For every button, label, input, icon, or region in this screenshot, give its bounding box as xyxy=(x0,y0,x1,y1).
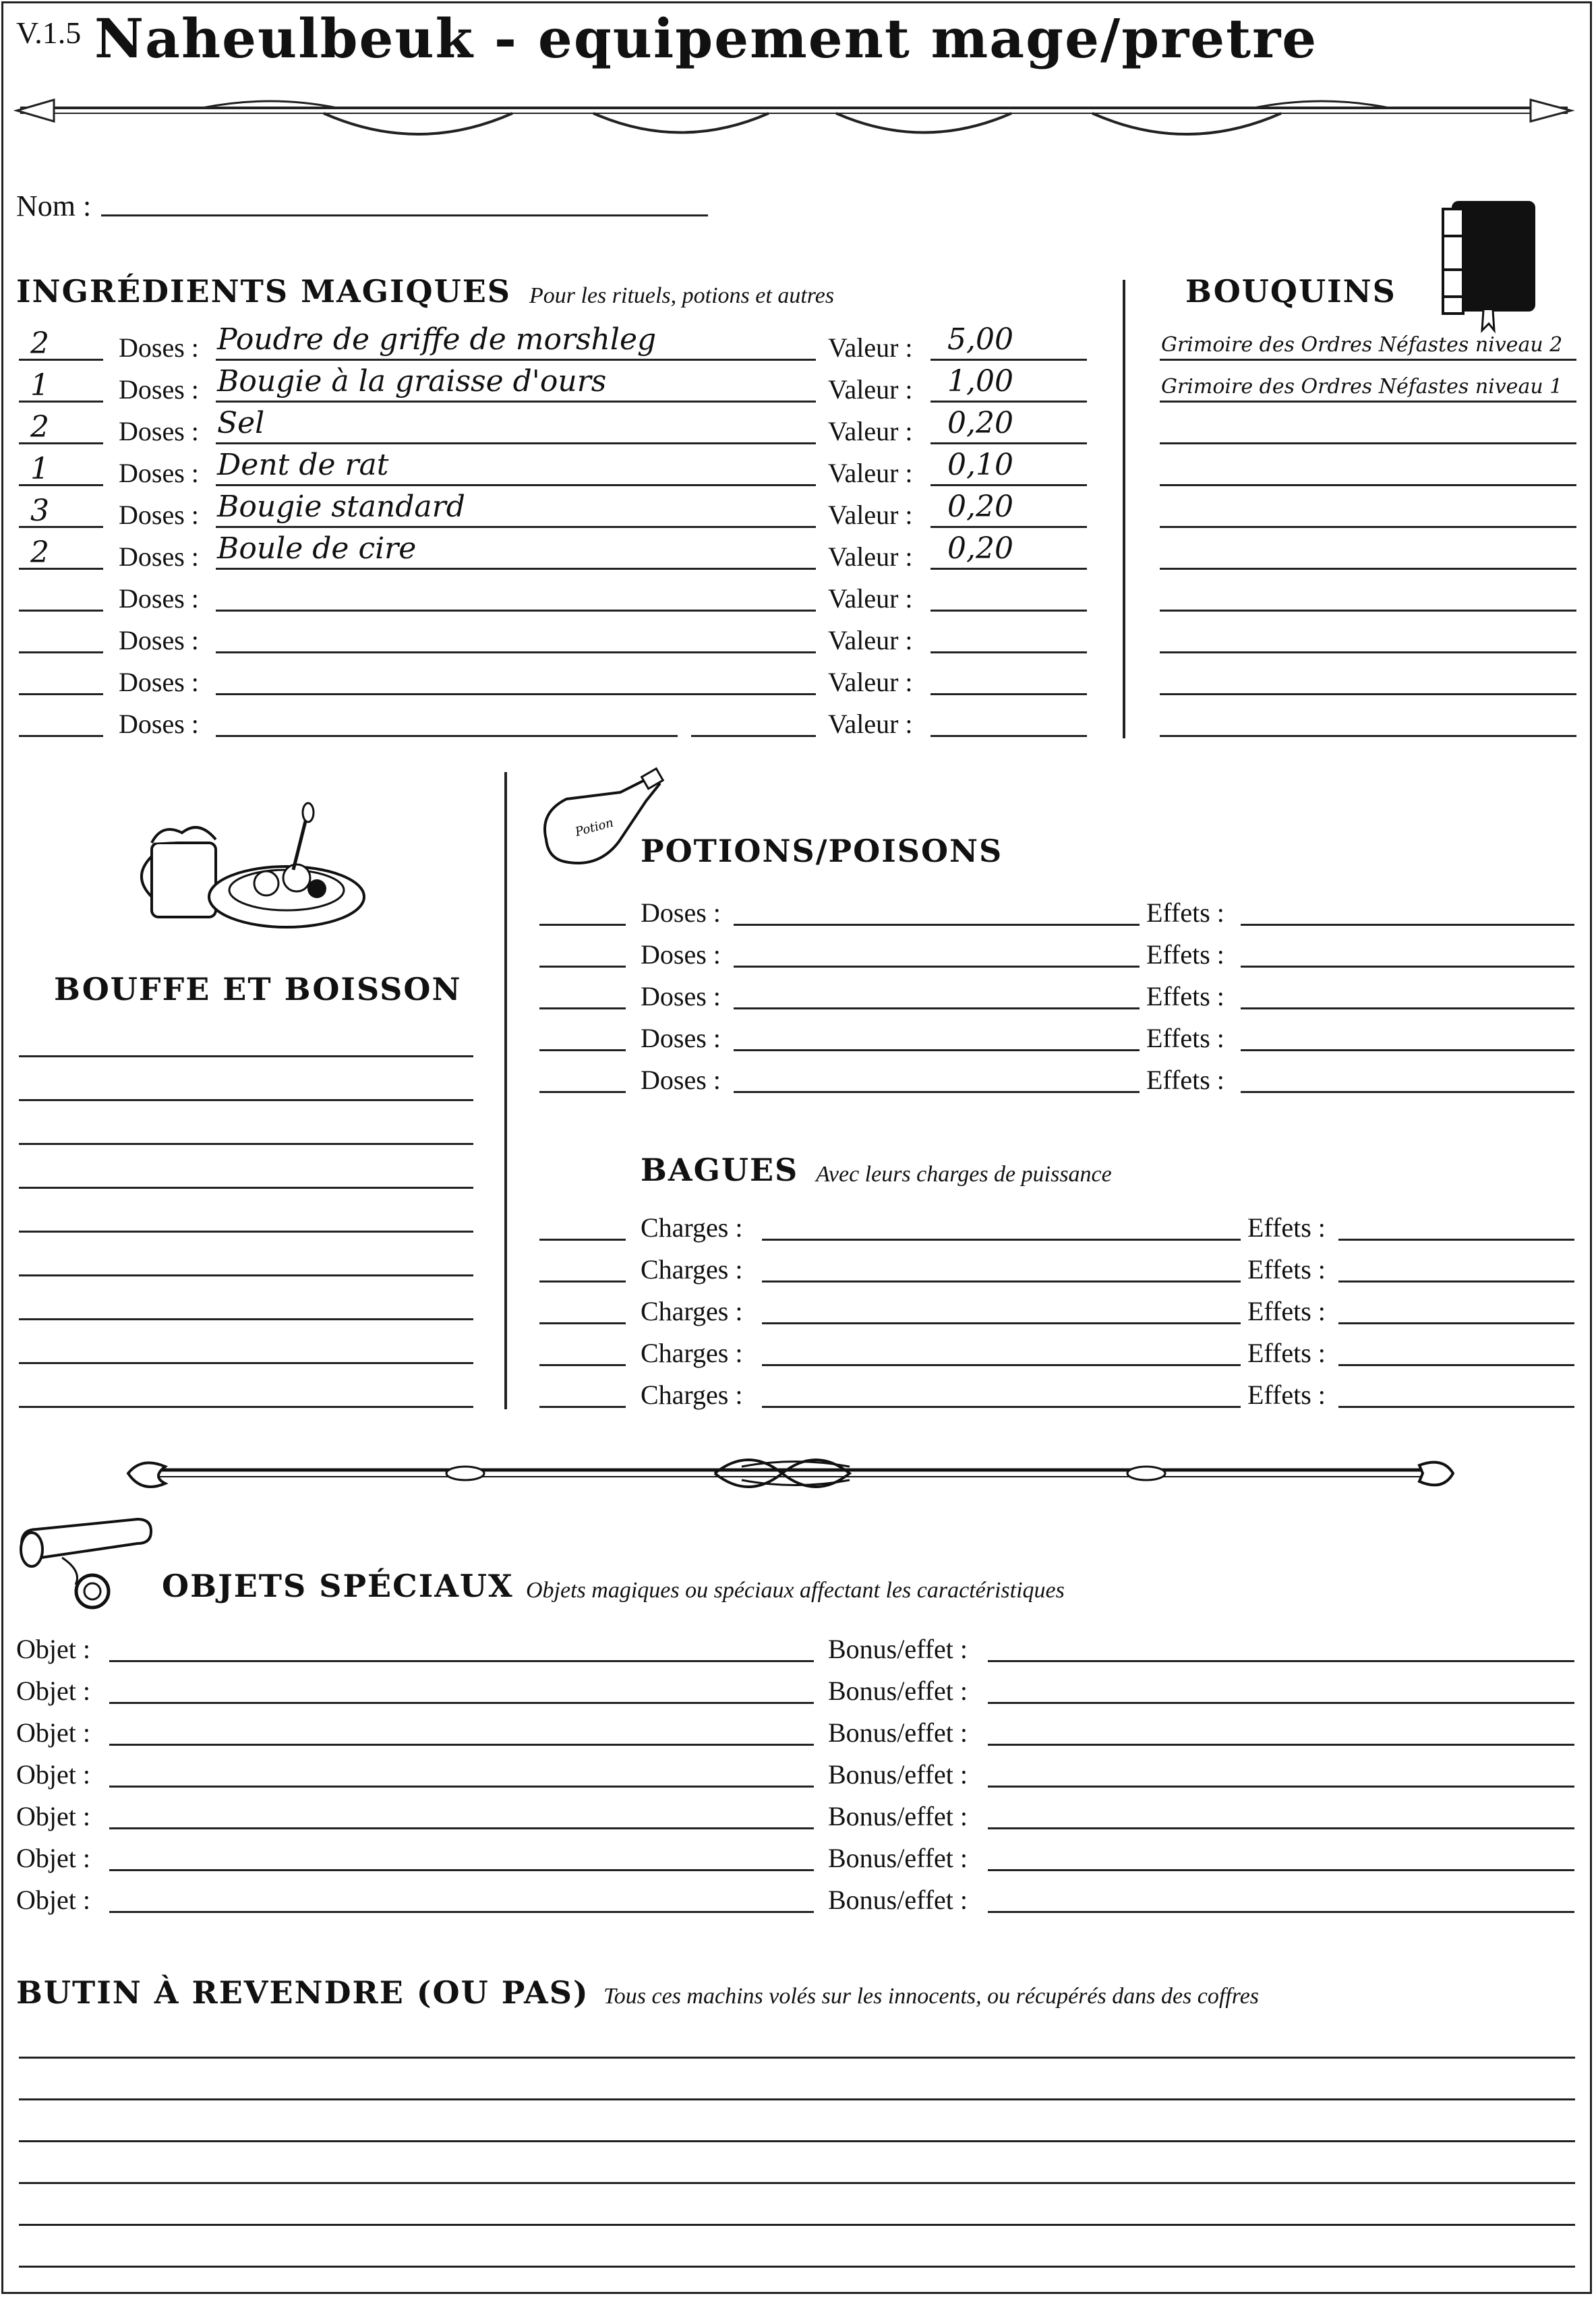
potion-effects-field[interactable] xyxy=(1241,1007,1574,1009)
object-field[interactable] xyxy=(109,1660,814,1662)
ingredient-name-value: Bougie standard xyxy=(217,490,465,524)
ingredient-name-field[interactable] xyxy=(216,484,816,486)
dose-count-field[interactable] xyxy=(19,693,103,695)
ingredient-name-field[interactable] xyxy=(216,442,816,444)
ingredient-value-field[interactable] xyxy=(930,735,1087,737)
ingredients-title: INGRÉDIENTS MAGIQUES xyxy=(16,273,511,310)
ring-count-field[interactable] xyxy=(539,1322,626,1324)
ring-effects-label: Effets : xyxy=(1247,1212,1326,1243)
potion-effects-label: Effets : xyxy=(1146,1023,1224,1053)
bonus-field[interactable] xyxy=(988,1911,1574,1913)
value-label: Valeur : xyxy=(828,500,913,530)
potion-doses-label: Doses : xyxy=(641,897,721,928)
doses-label: Doses : xyxy=(119,374,199,405)
doses-label: Doses : xyxy=(119,541,199,572)
ring-effects-label: Effets : xyxy=(1247,1296,1326,1326)
doses-label: Doses : xyxy=(119,458,199,488)
value-label: Valeur : xyxy=(828,541,913,572)
book-field[interactable] xyxy=(1160,735,1576,737)
ring-effects-label: Effets : xyxy=(1247,1380,1326,1410)
ring-effects-label: Effets : xyxy=(1247,1338,1326,1368)
object-label: Objet : xyxy=(16,1676,90,1706)
objets-subtitle: Objets magiques ou spéciaux affectant les caractéristiques xyxy=(526,1578,1065,1603)
svg-text:Potion: Potion xyxy=(573,815,615,839)
name-field[interactable] xyxy=(101,214,708,216)
bonus-label: Bonus/effet : xyxy=(828,1843,968,1873)
food-field[interactable] xyxy=(19,1274,473,1276)
bonus-label: Bonus/effet : xyxy=(828,1676,968,1706)
butin-title: BUTIN À REVENDRE (OU PAS) xyxy=(16,1974,589,2011)
ingredient-name-value: Dent de rat xyxy=(217,448,389,482)
doses-label: Doses : xyxy=(119,667,199,697)
object-field[interactable] xyxy=(109,1911,814,1913)
bonus-label: Bonus/effet : xyxy=(828,1717,968,1748)
ingredient-value-field[interactable] xyxy=(930,442,1087,444)
potion-doses-label: Doses : xyxy=(641,939,721,970)
object-field[interactable] xyxy=(109,1702,814,1704)
ingredient-name-field[interactable] xyxy=(216,651,816,653)
bonus-field[interactable] xyxy=(988,1869,1574,1871)
ingredient-value-field[interactable] xyxy=(930,610,1087,612)
ingredient-value-field[interactable] xyxy=(930,568,1087,570)
food-field[interactable] xyxy=(19,1318,473,1320)
butin-subtitle: Tous ces machins volés sur les innocents, ou récupérés dans des coffres xyxy=(603,1984,1260,2009)
ring-count-field[interactable] xyxy=(539,1406,626,1408)
dose-count-value: 1 xyxy=(30,452,49,486)
bonus-field[interactable] xyxy=(988,1660,1574,1662)
value-label: Valeur : xyxy=(828,374,913,405)
potion-count-field[interactable] xyxy=(539,1007,626,1009)
loot-field[interactable] xyxy=(19,2224,1575,2226)
potion-doses-label: Doses : xyxy=(641,1065,721,1095)
food-field[interactable] xyxy=(19,1362,473,1364)
page-title: Naheulbeuk - equipement mage/pretre xyxy=(94,7,1318,70)
potion-count-field[interactable] xyxy=(539,924,626,926)
potion-name-field[interactable] xyxy=(734,1049,1140,1051)
loot-field[interactable] xyxy=(19,2057,1575,2059)
object-label: Objet : xyxy=(16,1717,90,1748)
loot-field[interactable] xyxy=(19,2182,1575,2184)
potion-count-field[interactable] xyxy=(539,966,626,968)
doses-label: Doses : xyxy=(119,416,199,446)
ingredient-name-value: Poudre de griffe de morshleg xyxy=(217,322,657,357)
potion-doses-label: Doses : xyxy=(641,1023,721,1053)
potions-title: POTIONS/POISONS xyxy=(641,833,1003,869)
ingredient-value: 0,20 xyxy=(947,531,1013,566)
doses-label: Doses : xyxy=(119,625,199,655)
ingredient-name-field-extra[interactable] xyxy=(691,735,816,737)
value-label: Valeur : xyxy=(828,458,913,488)
potion-effects-label: Effets : xyxy=(1146,981,1224,1011)
potion-effects-field[interactable] xyxy=(1241,966,1574,968)
object-label: Objet : xyxy=(16,1885,90,1915)
doses-label: Doses : xyxy=(119,332,199,363)
ingredient-value-field[interactable] xyxy=(930,401,1087,403)
ingredient-value-field[interactable] xyxy=(930,484,1087,486)
ingredient-value: 1,00 xyxy=(947,364,1013,399)
ingredient-name-field[interactable] xyxy=(216,359,816,361)
ring-charges-label: Charges : xyxy=(641,1338,743,1368)
food-field[interactable] xyxy=(19,1055,473,1057)
ring-charges-label: Charges : xyxy=(641,1296,743,1326)
doses-label: Doses : xyxy=(119,500,199,530)
ring-name-field[interactable] xyxy=(762,1406,1241,1408)
book-field[interactable] xyxy=(1160,693,1576,695)
potion-effects-label: Effets : xyxy=(1146,1065,1224,1095)
bonus-field[interactable] xyxy=(988,1744,1574,1746)
object-label: Objet : xyxy=(16,1843,90,1873)
book-field[interactable] xyxy=(1160,359,1576,361)
value-label: Valeur : xyxy=(828,709,913,739)
ring-count-field[interactable] xyxy=(539,1364,626,1366)
bouquins-title: BOUQUINS xyxy=(1185,273,1396,310)
food-field[interactable] xyxy=(19,1143,473,1145)
loot-field[interactable] xyxy=(19,2098,1575,2100)
potion-effects-label: Effets : xyxy=(1146,897,1224,928)
name-label: Nom : xyxy=(16,189,92,223)
dose-count-value: 3 xyxy=(30,494,49,528)
ingredient-name-field[interactable] xyxy=(216,610,816,612)
ring-charges-label: Charges : xyxy=(641,1212,743,1243)
ingredient-value-field[interactable] xyxy=(930,526,1087,528)
potion-count-field[interactable] xyxy=(539,1049,626,1051)
dose-count-field[interactable] xyxy=(19,651,103,653)
object-label: Objet : xyxy=(16,1801,90,1831)
potion-effects-label: Effets : xyxy=(1146,939,1224,970)
food-field[interactable] xyxy=(19,1187,473,1189)
doses-label: Doses : xyxy=(119,583,199,614)
book-icon xyxy=(1429,196,1551,324)
column-divider xyxy=(1123,280,1125,738)
ring-count-field[interactable] xyxy=(539,1280,626,1283)
ring-name-field[interactable] xyxy=(762,1239,1241,1241)
object-label: Objet : xyxy=(16,1759,90,1790)
ingredient-name-field[interactable] xyxy=(216,693,816,695)
object-field[interactable] xyxy=(109,1744,814,1746)
book-title: Grimoire des Ordres Néfastes niveau 1 xyxy=(1161,375,1563,399)
ring-charges-label: Charges : xyxy=(641,1380,743,1410)
ingredient-name-field[interactable] xyxy=(216,401,816,403)
ingredient-value-field[interactable] xyxy=(930,693,1087,695)
potion-name-field[interactable] xyxy=(734,1091,1140,1093)
bagues-subtitle: Avec leurs charges de puissance xyxy=(816,1162,1112,1187)
objets-title: OBJETS SPÉCIAUX xyxy=(162,1568,514,1604)
staff-divider-icon xyxy=(0,1436,1596,1510)
value-label: Valeur : xyxy=(828,583,913,614)
bonus-label: Bonus/effet : xyxy=(828,1634,968,1664)
potion-name-field[interactable] xyxy=(734,1007,1140,1009)
ring-effects-field[interactable] xyxy=(1338,1406,1574,1408)
ingredients-subtitle: Pour les rituels, potions et autres xyxy=(529,283,835,308)
book-field[interactable] xyxy=(1160,526,1576,528)
ingredient-name-field[interactable] xyxy=(216,526,816,528)
potion-count-field[interactable] xyxy=(539,1091,626,1093)
potion-doses-label: Doses : xyxy=(641,981,721,1011)
ornate-spear-divider-icon xyxy=(0,0,1596,155)
book-field[interactable] xyxy=(1160,610,1576,612)
book-title: Grimoire des Ordres Néfastes niveau 2 xyxy=(1161,333,1563,357)
food-field[interactable] xyxy=(19,1231,473,1233)
ingredient-name-field[interactable] xyxy=(216,735,678,737)
ingredient-value: 5,00 xyxy=(947,322,1013,357)
ring-name-field[interactable] xyxy=(762,1364,1241,1366)
ingredient-value: 0,20 xyxy=(947,490,1013,524)
food-and-drink-icon xyxy=(138,802,374,937)
dose-count-value: 1 xyxy=(30,368,49,403)
ring-effects-field[interactable] xyxy=(1338,1322,1574,1324)
ingredient-value: 0,10 xyxy=(947,448,1013,482)
ring-effects-field[interactable] xyxy=(1338,1364,1574,1366)
ring-count-field[interactable] xyxy=(539,1239,626,1241)
ingredient-name-value: Bougie à la graisse d'ours xyxy=(217,364,607,399)
bouffe-title: BOUFFE ET BOISSON xyxy=(54,971,462,1007)
potion-name-field[interactable] xyxy=(734,924,1140,926)
bonus-field[interactable] xyxy=(988,1702,1574,1704)
object-field[interactable] xyxy=(109,1786,814,1788)
ring-name-field[interactable] xyxy=(762,1280,1241,1283)
scroll-and-ring-icon xyxy=(15,1510,156,1618)
loot-field[interactable] xyxy=(19,2266,1575,2268)
ring-effects-field[interactable] xyxy=(1338,1280,1574,1283)
value-label: Valeur : xyxy=(828,416,913,446)
potion-effects-field[interactable] xyxy=(1241,924,1574,926)
ingredient-name-value: Boule de cire xyxy=(217,531,417,566)
food-field[interactable] xyxy=(19,1406,473,1408)
bagues-title: BAGUES xyxy=(641,1152,799,1188)
potion-effects-field[interactable] xyxy=(1241,1049,1574,1051)
dose-count-value: 2 xyxy=(30,535,49,570)
object-field[interactable] xyxy=(109,1827,814,1829)
ingredient-value: 0,20 xyxy=(947,406,1013,440)
object-field[interactable] xyxy=(109,1869,814,1871)
column-divider-2 xyxy=(504,772,507,1409)
version-label: V.1.5 xyxy=(16,16,82,50)
potion-name-field[interactable] xyxy=(734,966,1140,968)
book-field[interactable] xyxy=(1160,651,1576,653)
bonus-label: Bonus/effet : xyxy=(828,1759,968,1790)
bonus-label: Bonus/effet : xyxy=(828,1801,968,1831)
dose-count-field[interactable] xyxy=(19,735,103,737)
value-label: Valeur : xyxy=(828,332,913,363)
bonus-label: Bonus/effet : xyxy=(828,1885,968,1915)
bonus-field[interactable] xyxy=(988,1786,1574,1788)
loot-field[interactable] xyxy=(19,2140,1575,2142)
book-field[interactable] xyxy=(1160,484,1576,486)
doses-label: Doses : xyxy=(119,709,199,739)
ingredient-value-field[interactable] xyxy=(930,651,1087,653)
ring-charges-label: Charges : xyxy=(641,1254,743,1285)
book-field[interactable] xyxy=(1160,401,1576,403)
value-label: Valeur : xyxy=(828,667,913,697)
bonus-field[interactable] xyxy=(988,1827,1574,1829)
book-field[interactable] xyxy=(1160,442,1576,444)
ingredient-name-value: Sel xyxy=(217,406,265,440)
ingredient-value-field[interactable] xyxy=(930,359,1087,361)
food-field[interactable] xyxy=(19,1099,473,1101)
value-label: Valeur : xyxy=(828,625,913,655)
ring-effects-label: Effets : xyxy=(1247,1254,1326,1285)
potion-effects-field[interactable] xyxy=(1241,1091,1574,1093)
dose-count-value: 2 xyxy=(30,410,49,444)
ingredient-name-field[interactable] xyxy=(216,568,816,570)
object-label: Objet : xyxy=(16,1634,90,1664)
ring-name-field[interactable] xyxy=(762,1322,1241,1324)
ring-effects-field[interactable] xyxy=(1338,1239,1574,1241)
dose-count-field[interactable] xyxy=(19,610,103,612)
dose-count-value: 2 xyxy=(30,326,49,361)
book-field[interactable] xyxy=(1160,568,1576,570)
